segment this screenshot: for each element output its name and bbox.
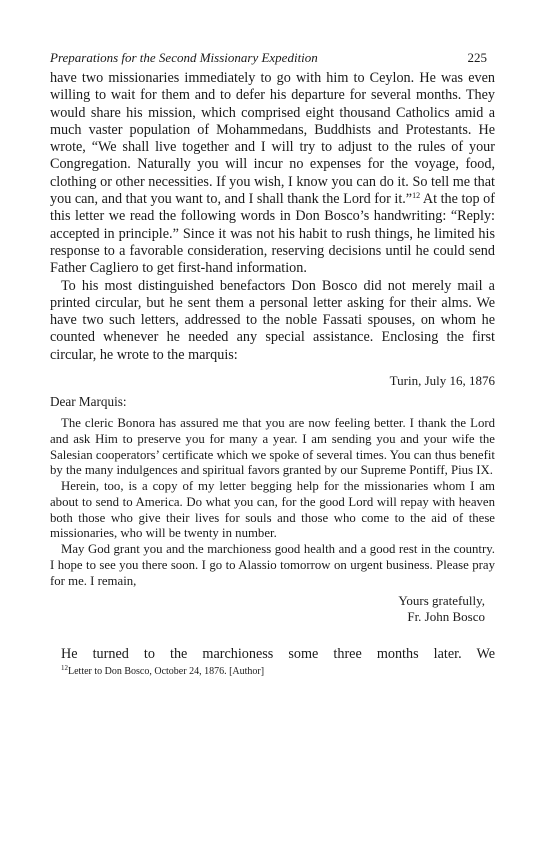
paragraph: To his most distinguished benefactors Don Bosco did not merely mail a printed circular, but he sent them a personal letter asking for their alms. We have two such letters, addressed to the noble Fassati spouses, on whom he counted whenever he needed any special assistance. Enclosing the first circular, he wrote to the marquis:: [50, 277, 495, 363]
page-number: 225: [467, 50, 487, 65]
footnote-reference: 12: [412, 191, 421, 201]
paragraph-continuation: [50, 70, 495, 278]
signature: Fr. John Bosco: [407, 609, 485, 625]
closing-phrase: Yours gratefully,: [398, 593, 485, 609]
letter-paragraph: Herein, too, is a copy of my letter begging help for the missionaries whom I am about to send to America. Do what you can, for the good Lord will repay with heaven both those who give their lives for souls and those who come to the aid of these missionaries, who will be twenty in number.: [50, 479, 495, 541]
book-page: [50, 48, 495, 678]
running-head: [50, 48, 495, 68]
footnote-text: Letter to Don Bosco, October 24, 1876. [Author]: [68, 666, 265, 678]
footnote: [50, 665, 495, 678]
letter-salutation: Dear Marquis:: [50, 394, 127, 410]
letter-closing: [50, 593, 495, 625]
footnote-number: 12: [61, 664, 68, 673]
body-text: [50, 70, 495, 364]
letter-dateline: Turin, July 16, 1876: [389, 373, 495, 389]
quoted-letter: [50, 373, 495, 625]
letter-paragraph: May God grant you and the marchioness good health and a good rest in the country. I hope to see you there soon. I go to Alassio tomorrow on urgent business. Please pray for me. I remain,: [50, 542, 495, 588]
chapter-title: Preparations for the Second Missionary Expedition: [50, 50, 318, 65]
paragraph-text: At the top of this letter we read the following words in Don Bosco’s handwriting: “Reply: accepted in principle.” Since it was not his habit to rush things, he limited his response to a favorable consideration, reserving decisions until he could send Father Cagliero to get first-hand information.: [50, 191, 495, 277]
paragraph-text: have two missionaries immediately to go with him to Ceylon. He was even willing to wait for them and to defer his departure for several months. They would share his mission, which comprised eight thousand Catholics amid a much vaster population of Mohammedans, Buddhists and Protestants. He wrote, “We shall live together and I will try to adjust to the rules of your Congregation. Naturally you will incur no expenses for the voyage, food, clothing or other necessities. If you wish, I know you can do it. So tell me that you can, and that you want to, and I shall thank the Lord for it.”: [50, 70, 495, 208]
letter-paragraph: The cleric Bonora has assured me that you are now feeling better. I thank the Lord and ask Him to preserve you for many a year. I am sending you and your wife the Salesian cooperators’ certificate which we spoke of several times. You can thus benefit by the many indulgences and spiritual favors granted by our Supreme Pontiff, Pius IX.: [50, 416, 495, 478]
paragraph-resume: He turned to the marchioness some three months later. We: [61, 646, 495, 663]
